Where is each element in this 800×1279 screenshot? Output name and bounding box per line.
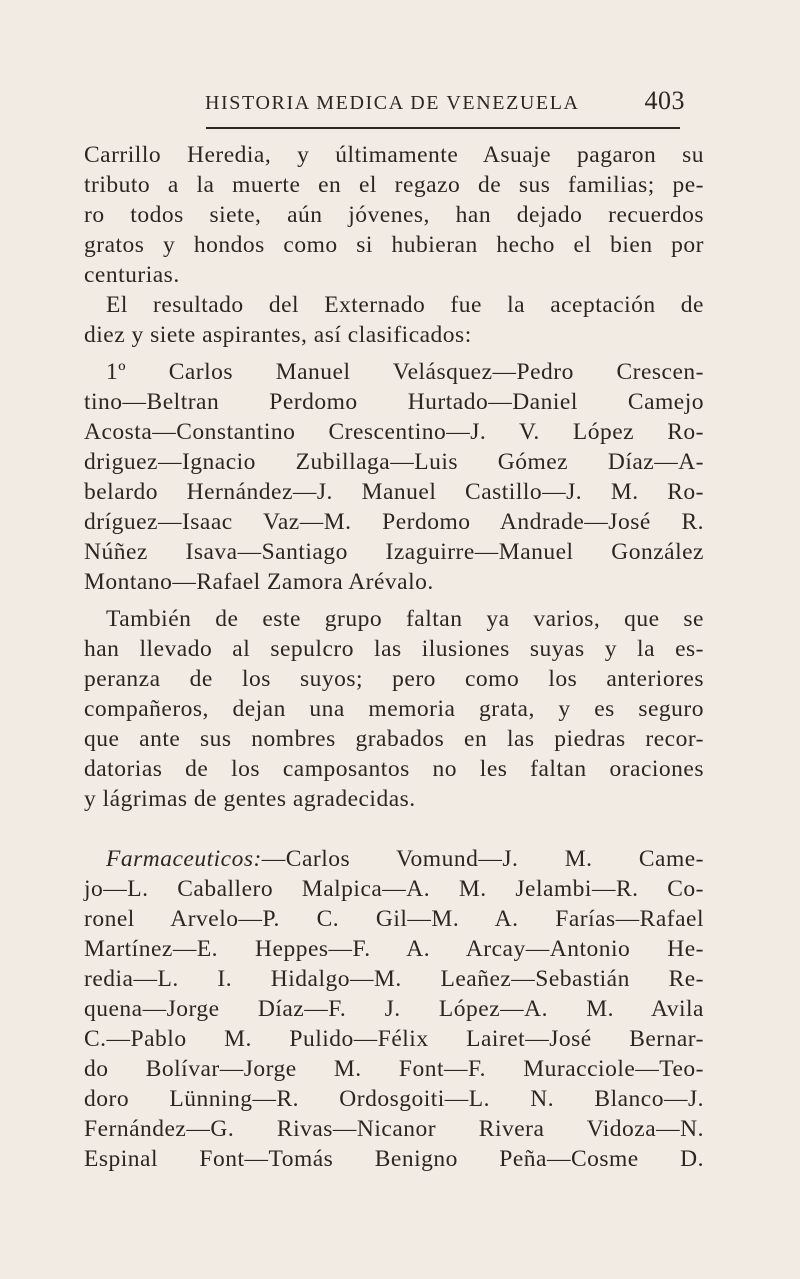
text-line: belardo Hernández—J. Manuel Castillo—J. M. Ro- [84,479,704,505]
text-line: tino—Beltran Perdomo Hurtado—Daniel Camejo [84,389,704,415]
header-rule [206,127,680,129]
text-line: y lágrimas de gentes agradecidas. [84,786,416,812]
page-number: 403 [644,86,685,115]
text-line: doro Lünning—R. Ordosgoiti—L. N. Blanco—J. [84,1086,704,1112]
running-title: HISTORIA MEDICA DE VENEZUELA [205,92,580,114]
running-head [205,86,685,126]
text-line: Fernández—G. Rivas—Nicanor Rivera Vidoza—N. [84,1116,704,1142]
text-line: tributo a la muerte en el regazo de sus familias; pe- [84,172,704,198]
text-line: quena—Jorge Díaz—F. J. López—A. M. Avila [84,996,704,1022]
text-line: gratos y hondos como si hubieran hecho el bien por [84,232,704,258]
paragraph-1 [84,140,704,290]
spacer [84,597,704,604]
body-text [84,140,704,1174]
text-line: También de este grupo faltan ya varios, que se [106,606,704,632]
text-line: peranza de los suyos; pero como los anteriores [84,666,704,692]
section-lead-italic: Farmaceuticos: [106,846,262,872]
spacer [84,814,704,844]
paragraph-5 [84,844,704,1174]
text-line: dríguez—Isaac Vaz—M. Perdomo Andrade—José R. [84,509,704,535]
text-line: ronel Arvelo—P. C. Gil—M. A. Farías—Rafael [84,906,704,932]
text-line: compañeros, dejan una memoria grata, y es seguro [84,696,704,722]
text-line: redia—L. I. Hidalgo—M. Leañez—Sebastián Re- [84,966,704,992]
text-line: han llevado al sepulcro las ilusiones suyas y la es- [84,636,704,662]
paragraph-3 [84,357,704,597]
text-line: Espinal Font—Tomás Benigno Peña—Cosme D. [84,1146,704,1172]
text-line: Acosta—Constantino Crescentino—J. V. López Ro- [84,419,704,445]
text-line: Carrillo Heredia, y últimamente Asuaje pagaron su [84,142,704,168]
paragraph-2 [84,290,704,350]
text-line: centurias. [84,262,180,288]
text-line: C.—Pablo M. Pulido—Félix Lairet—José Bernar- [84,1026,704,1052]
text-line: do Bolívar—Jorge M. Font—F. Muracciole—Teo- [84,1056,704,1082]
paragraph-4 [84,604,704,814]
text-line [84,844,704,874]
spacer [84,350,704,357]
text-line: datorias de los camposantos no les faltan oraciones [84,756,704,782]
text-line: que ante sus nombres grabados en las piedras recor- [84,726,704,752]
text-line: jo—L. Caballero Malpica—A. M. Jelambi—R. Co- [84,876,704,902]
text-line: Martínez—E. Heppes—F. A. Arcay—Antonio He- [84,936,704,962]
text-line: 1º Carlos Manuel Velásquez—Pedro Crescen- [106,359,704,385]
text-line: El resultado del Externado fue la aceptación de [106,292,704,318]
text-line: ro todos siete, aún jóvenes, han dejado recuerdos [84,202,704,228]
text-line: Núñez Isava—Santiago Izaguirre—Manuel González [84,539,704,565]
text-line-rest: —Carlos Vomund—J. M. Came- [261,846,704,872]
text-line: Montano—Rafael Zamora Arévalo. [84,569,434,595]
text-line: diez y siete aspirantes, así clasificados: [84,322,472,348]
text-line: driguez—Ignacio Zubillaga—Luis Gómez Díaz—A- [84,449,704,475]
